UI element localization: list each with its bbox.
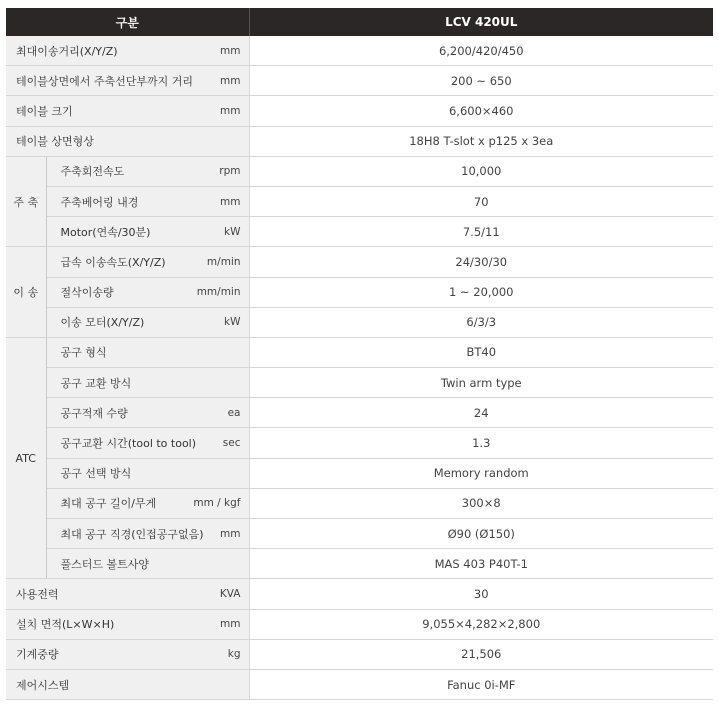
spec-unit: kg: [227, 648, 241, 661]
table-row: [6, 277, 713, 307]
spec-value: Fanuc 0i-MF: [249, 669, 713, 699]
spec-label-cell: [6, 579, 249, 609]
spec-label: 급속 이송속도(X/Y/Z): [60, 255, 166, 269]
group-label-atc: ATC: [6, 337, 46, 579]
spec-value: 18H8 T-slot x p125 x 3ea: [249, 126, 713, 156]
table-row: [6, 519, 713, 549]
table-row: [6, 36, 713, 66]
spec-unit: mm: [220, 74, 241, 87]
spec-label-cell: [46, 428, 249, 458]
spec-value: 200 ~ 650: [249, 66, 713, 96]
spec-label-cell: [46, 277, 249, 307]
table-row: [6, 337, 713, 367]
spec-unit: sec: [222, 437, 241, 450]
table-row: [6, 126, 713, 156]
spec-value: 9,055×4,282×2,800: [249, 609, 713, 639]
spec-label-cell: [46, 217, 249, 247]
spec-label: 주축회전속도: [60, 165, 125, 179]
table-row: [6, 66, 713, 96]
table-row: [6, 156, 713, 186]
spec-label-cell: [46, 337, 249, 367]
spec-value: 21,506: [249, 639, 713, 669]
spec-value: 1.3: [249, 428, 713, 458]
spec-label-cell: [46, 186, 249, 216]
spec-unit: kW: [224, 225, 241, 238]
table-row: [6, 217, 713, 247]
spec-label: 공구 교환 방식: [60, 376, 132, 390]
spec-label: 공구 선택 방식: [60, 467, 132, 481]
spec-label: 주축베어링 내경: [60, 195, 139, 209]
spec-label-cell: [6, 36, 249, 66]
spec-label: 최대 공구 직경(인접공구없음): [60, 527, 204, 541]
spec-value: Memory random: [249, 458, 713, 488]
spec-value: 300×8: [249, 488, 713, 518]
table-row: [6, 549, 713, 579]
spec-label: 설치 면적(L×W×H): [16, 618, 115, 632]
spec-label-cell: [46, 368, 249, 398]
group-label-spindle: 주 축: [6, 156, 46, 247]
spec-label: 공구적재 수량: [60, 406, 128, 420]
spec-unit: mm: [220, 527, 241, 540]
spec-value: Ø90 (Ø150): [249, 519, 713, 549]
table-row: [6, 96, 713, 126]
spec-label: 테이블 크기: [16, 104, 73, 118]
table-row: [6, 458, 713, 488]
table-row: [6, 398, 713, 428]
spec-value: 70: [249, 186, 713, 216]
spec-value: 24: [249, 398, 713, 428]
spec-unit: KVA: [219, 587, 241, 600]
spec-label-cell: [46, 398, 249, 428]
table-row: [6, 579, 713, 609]
spec-label: 최대이송거리(X/Y/Z): [16, 44, 118, 58]
table-row: [6, 186, 713, 216]
table-row: [6, 247, 713, 277]
spec-label-cell: [6, 126, 249, 156]
spec-value: 10,000: [249, 156, 713, 186]
spec-label: 기계중량: [16, 648, 59, 662]
table-row: [6, 639, 713, 669]
spec-label: 공구교환 시간(tool to tool): [60, 437, 197, 451]
spec-value: 7.5/11: [249, 217, 713, 247]
table-row: [6, 368, 713, 398]
spec-value: 24/30/30: [249, 247, 713, 277]
spec-value: 6/3/3: [249, 307, 713, 337]
spec-label-cell: [6, 609, 249, 639]
spec-label-cell: [6, 96, 249, 126]
spec-label: Motor(연속/30분): [60, 225, 151, 239]
spec-value: MAS 403 P40T-1: [249, 549, 713, 579]
spec-value: 6,600×460: [249, 96, 713, 126]
spec-label: 공구 형식: [60, 346, 107, 360]
spec-label: 제어시스템: [16, 678, 70, 692]
spec-value: 30: [249, 579, 713, 609]
spec-label-cell: [46, 458, 249, 488]
spec-unit: mm: [220, 618, 241, 631]
table-row: [6, 428, 713, 458]
spec-label-cell: [6, 669, 249, 699]
spec-label-cell: [46, 307, 249, 337]
spec-unit: rpm: [219, 165, 241, 178]
spec-unit: kW: [224, 316, 241, 329]
spec-label: 테이블 상면형상: [16, 135, 94, 149]
table-row: [6, 307, 713, 337]
spec-unit: m/min: [206, 255, 241, 268]
spec-unit: mm/min: [196, 286, 241, 299]
group-label-feed: 이 송: [6, 247, 46, 338]
header-category: 구분: [6, 8, 249, 36]
spec-value: 1 ~ 20,000: [249, 277, 713, 307]
spec-label-cell: [46, 519, 249, 549]
spec-label-cell: [46, 247, 249, 277]
spec-label: 최대 공구 길이/무게: [60, 497, 157, 511]
spec-unit: mm: [220, 195, 241, 208]
spec-unit: mm: [220, 44, 241, 57]
table-row: [6, 669, 713, 699]
spec-unit: mm / kgf: [193, 497, 241, 510]
spec-label-cell: [46, 156, 249, 186]
spec-label: 이송 모터(X/Y/Z): [60, 316, 145, 330]
spec-label-cell: [6, 639, 249, 669]
spec-value: BT40: [249, 337, 713, 367]
spec-label: 절삭이송량: [60, 286, 114, 300]
header-model: LCV 420UL: [249, 8, 713, 36]
spec-value: 6,200/420/450: [249, 36, 713, 66]
spec-label-cell: [6, 66, 249, 96]
spec-label: 풀스터드 볼트사양: [60, 557, 150, 571]
table-row: [6, 609, 713, 639]
table-row: [6, 488, 713, 518]
spec-unit: mm: [220, 104, 241, 117]
spec-label: 테이블상면에서 주축선단부까지 거리: [16, 74, 194, 88]
spec-label-cell: [46, 549, 249, 579]
spec-unit: ea: [227, 406, 241, 419]
spec-table: [6, 8, 713, 700]
spec-label: 사용전력: [16, 587, 59, 601]
spec-label-cell: [46, 488, 249, 518]
spec-value: Twin arm type: [249, 368, 713, 398]
table-header-row: [6, 8, 713, 36]
